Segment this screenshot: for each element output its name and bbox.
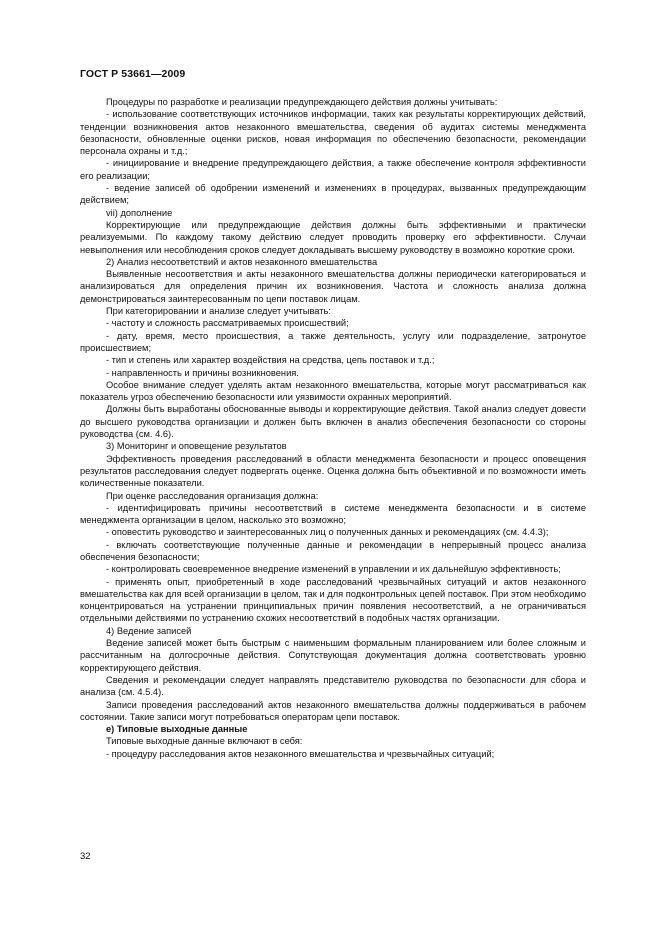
paragraph: - частоту и сложность рассматриваемых происшествий; [106,318,349,329]
paragraph: - идентифицировать причины несоответствий в системе менеджмента безопасности и в системе менеджмента организации в целом, насколько это возможно; [80,502,586,526]
paragraph: Выявленные несоответствия и акты незаконного вмешательства должны периодически категорироваться и анализироваться для определения причин их возникновения. Частота и сложность анализа должна демонстрироваться заинтересованным по цепи поставок лицам. [80,269,586,304]
paragraph: Должны быть выработаны обоснованные выводы и корректирующие действия. Такой анализ следует довести до высшего руководства организации и должен быть включен в анализ обеспечения безопасности со стороны руководства (см. 4.6). [80,404,586,440]
paragraph: - оповестить руководство и заинтересованных лиц о полученных данных и рекомендациях (см. 4.4.3); [106,527,549,538]
paragraph: Корректирующие или предупреждающие действия должны быть эффективными и практически реализуемыми. По каждому такому действию следует проводить проверку его эффективности. Случаи невыполнения или несоблюдения сроков следует докладывать высшему руководству в возможно короткие сроки. [80,219,586,255]
paragraph: - контролировать своевременное внедрение изменений в управлении и их дальнейшую эффективность; [106,564,561,575]
paragraph: Записи проведения расследований актов незаконного вмешательства должны поддерживаться в рабочем состоянии. Такие записи могут потребоваться операторам цепи поставок. [80,699,586,722]
paragraph: При категорировании и анализе следует учитывать: [106,306,331,317]
paragraph: - включать соответствующие полученные данные и рекомендации в непрерывный процесс анализа обеспечения безопасности; [80,539,586,562]
document-body [80,96,586,760]
paragraph: - тип и степень или характер воздействия на средства, цепь поставок и т.д.; [106,355,435,366]
paragraph: Сведения и рекомендации следует направлять представителю руководства по безопасности для сбора и анализа (см. 4.5.4). [80,674,586,698]
paragraph: Ведение записей может быть быстрым с наименьшим формальным планированием или более сложным и рассчитанным на долгосрочные действия. Сопутствующая документация должна соответствовать уровню корректирующего действия. [80,638,586,673]
paragraph: vii) дополнение [106,207,173,218]
paragraph: Эффективность проведения расследований в области менеджмента безопасности и процесс оповещения результатов расследования следует подвергать оценке. Оценка должна быть объективной и по возможности иметь количественные показатели. [80,453,586,489]
document-header: ГОСТ Р 53661—2009 [80,68,186,80]
paragraph: Процедуры по разработке и реализации предупреждающего действия должны учитывать: [106,97,498,107]
paragraph: 3) Мониторинг и оповещение результатов [106,441,287,452]
paragraph: - инициирование и внедрение предупреждающего действия, а также обеспечение контроля эффективности его реализации; [80,158,586,181]
paragraph: При оценке расследования организация должна: [106,490,319,501]
page-number: 32 [80,851,91,862]
paragraph: Особое внимание следует уделять актам незаконного вмешательства, которые могут рассматриваться как показатель угроз обеспечению безопасности или уязвимости охранных мероприятий. [80,379,586,403]
paragraph: - ведение записей об одобрении изменений и изменениях в процедурах, вызванных предупреждающим действием; [80,183,586,206]
paragraph: 4) Ведение записей [106,625,192,636]
paragraph: Типовые выходные данные включают в себя: [106,736,303,747]
paragraph: - применять опыт, приобретенный в ходе расследований чрезвычайных ситуаций и актов незаконного вмешательства как для всей организации в целом, так и для подконтрольных цепей поставок. При этом необходимо концентрироваться на устранении принципиальных причин появления несоответствий, а не ограничиваться отдельными действиями по устранению схожих несоответствий в подобных частях организации. [80,576,586,624]
paragraph: 2) Анализ несоответствий и актов незаконного вмешательства [106,256,378,267]
paragraph: - дату, время, место происшествия, а также деятельность, услугу или подразделение, затронутое происшествием; [80,330,586,353]
paragraph: - использование соответствующих источников информации, таких как результаты корректирующих действий, тенденции возникновения актов незаконного вмешательства, сведения об аудитах системы менеджмента безопасности, обновленные оценки рисков, новая информация по обеспечению безопасности, рекомендации персонала охраны и т.д.; [80,109,586,157]
section-heading: е) Типовые выходные данные [106,724,248,735]
paragraph: - направленность и причины возникновения. [106,367,299,378]
paragraph: - процедуру расследования актов незаконного вмешательства и чрезвычайных ситуаций; [106,748,495,759]
